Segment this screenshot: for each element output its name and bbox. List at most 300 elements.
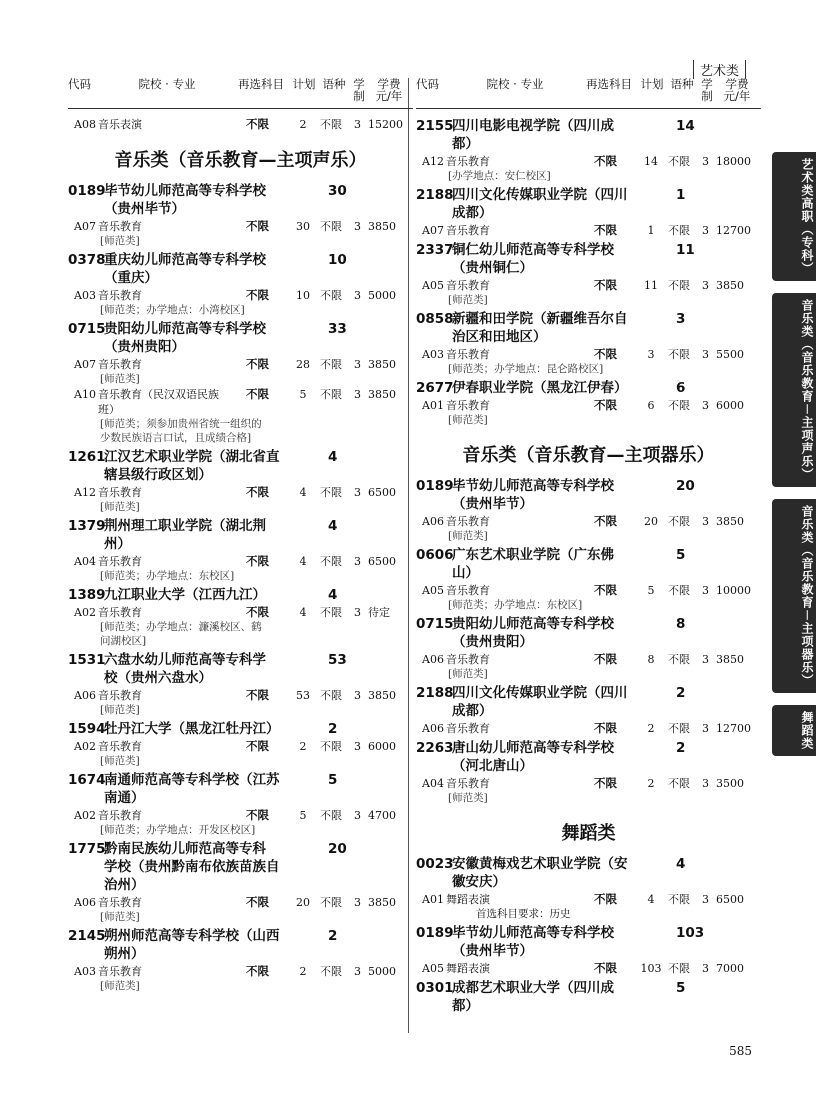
- school-header: [68, 771, 413, 807]
- major-note: [师范类]: [448, 294, 488, 306]
- plan-count: 5: [647, 584, 655, 597]
- subject-requirement: 不限: [594, 347, 617, 361]
- school-header: [68, 517, 413, 553]
- major-note: [师范类]: [100, 704, 140, 716]
- major-row: [416, 514, 761, 529]
- school-header: [68, 182, 413, 218]
- study-years: 3: [354, 358, 361, 371]
- study-years: 3: [702, 722, 709, 735]
- subject-requirement: 不限: [594, 154, 617, 168]
- subject-requirement: 不限: [594, 398, 617, 412]
- major-code: A07: [74, 220, 96, 233]
- major-code: A10: [74, 388, 96, 401]
- major-row: [416, 398, 761, 413]
- major-code: A06: [74, 896, 96, 909]
- subject-requirement: 不限: [246, 485, 269, 499]
- plan-count: 28: [296, 358, 310, 371]
- language: 不限: [668, 279, 690, 292]
- language: 不限: [320, 486, 342, 499]
- language: 不限: [668, 515, 690, 528]
- section-title: 音乐类（音乐教育—主项声乐）: [114, 150, 367, 171]
- study-years: 3: [702, 279, 709, 292]
- school-entry: [416, 310, 761, 376]
- major-code: A04: [422, 777, 444, 790]
- tuition-fee: 3850: [368, 220, 396, 233]
- table-header-right: [416, 78, 761, 109]
- school-header: [68, 586, 413, 604]
- school-code: 0606: [416, 547, 454, 563]
- major-row: [68, 964, 413, 979]
- school-name: 毕节幼儿师范高等专科学校 （贵州毕节）: [104, 183, 266, 217]
- study-years: 3: [702, 224, 709, 237]
- school-header: [416, 186, 761, 222]
- plan-count: 2: [299, 118, 307, 131]
- major-note: [师范类；办学地点：开发区校区]: [100, 824, 256, 836]
- header-code: 代码: [68, 77, 91, 91]
- major-name: 音乐教育: [98, 689, 142, 702]
- major-code: A07: [74, 358, 96, 371]
- school-name: 毕节幼儿师范高等专科学校 （贵州毕节）: [452, 925, 614, 959]
- study-years: 3: [354, 965, 361, 978]
- school-entry: [68, 927, 413, 993]
- plan-count: 8: [647, 653, 655, 666]
- tuition-fee: 4700: [368, 809, 396, 822]
- school-header: [416, 684, 761, 720]
- major-note: [师范类]: [100, 501, 140, 513]
- school-header: [68, 651, 413, 687]
- major-name: 音乐教育: [98, 896, 142, 909]
- school-entry: [416, 615, 761, 681]
- major-row: [68, 554, 413, 569]
- major-note: [师范类]: [448, 414, 488, 426]
- major-name: 舞蹈表演: [446, 962, 490, 975]
- language: 不限: [320, 388, 342, 401]
- school-plan-total: 5: [676, 980, 686, 996]
- header-subject: 再选科目: [586, 77, 632, 91]
- school-entry: [68, 448, 413, 514]
- major-name: 音乐教育: [98, 289, 142, 302]
- tuition-fee: 12700: [716, 224, 751, 237]
- school-name: 毕节幼儿师范高等专科学校 （贵州毕节）: [452, 478, 614, 512]
- major-note: [师范类；办学地点：濂溪校区、鹤 问湖校区]: [100, 621, 262, 647]
- plan-count: 20: [296, 896, 310, 909]
- language: 不限: [320, 896, 342, 909]
- school-code: 0189: [68, 183, 106, 199]
- plan-count: 2: [299, 965, 307, 978]
- school-entry: [68, 720, 413, 768]
- school-header: [416, 855, 761, 891]
- major-code: A06: [74, 689, 96, 702]
- school-plan-total: 3: [676, 311, 686, 327]
- subject-requirement: 不限: [246, 964, 269, 978]
- language: 不限: [668, 224, 690, 237]
- school-plan-total: 30: [328, 183, 347, 199]
- major-code: A06: [422, 515, 444, 528]
- school-header: [416, 739, 761, 775]
- major-name: 音乐教育: [98, 486, 142, 499]
- study-years: 3: [354, 740, 361, 753]
- subject-requirement: 不限: [594, 514, 617, 528]
- tuition-fee: 6000: [368, 740, 396, 753]
- subject-requirement: 不限: [594, 961, 617, 975]
- tuition-fee: 3850: [368, 896, 396, 909]
- major-name: 音乐教育: [98, 358, 142, 371]
- language: 不限: [320, 606, 342, 619]
- plan-count: 2: [647, 722, 655, 735]
- side-tab[interactable]: 音乐类（音乐教育－主项声乐）: [772, 293, 816, 487]
- school-plan-total: 8: [676, 616, 686, 632]
- school-plan-total: 4: [328, 587, 338, 603]
- school-plan-total: 10: [328, 252, 347, 268]
- school-plan-total: 2: [676, 685, 686, 701]
- school-name: 牡丹江大学（黑龙江牡丹江）: [104, 721, 280, 737]
- plan-count: 53: [296, 689, 310, 702]
- header-language: 语种: [670, 77, 694, 91]
- school-code: 1674: [68, 772, 106, 788]
- tuition-fee: 3500: [716, 777, 744, 790]
- school-name: 广东艺术职业学院（广东佛 山）: [452, 547, 614, 581]
- subject-requirement: 不限: [594, 223, 617, 237]
- major-code: A06: [422, 653, 444, 666]
- major-row: [416, 154, 761, 169]
- school-code: 0189: [416, 925, 454, 941]
- plan-count: 20: [644, 515, 658, 528]
- study-years: 3: [702, 348, 709, 361]
- school-plan-total: 1: [676, 187, 686, 203]
- school-header: [68, 320, 413, 356]
- study-years: 3: [354, 689, 361, 702]
- tuition-fee: 3850: [716, 515, 744, 528]
- school-name: 伊春职业学院（黑龙江伊春）: [452, 380, 628, 396]
- school-header: [416, 379, 761, 397]
- header-school-major: 院校 · 专业: [138, 77, 196, 91]
- major-code: A12: [74, 486, 96, 499]
- school-entry: [416, 684, 761, 736]
- major-code: A08: [74, 118, 96, 131]
- major-code: A03: [74, 289, 96, 302]
- school-entry: [416, 379, 761, 427]
- school-name: 安徽黄梅戏艺术职业学院（安 徽安庆）: [452, 856, 628, 890]
- plan-count: 10: [296, 289, 310, 302]
- section-title: 音乐类（音乐教育—主项器乐）: [462, 445, 715, 466]
- school-header: [68, 251, 413, 287]
- school-plan-total: 2: [328, 721, 338, 737]
- plan-count: 5: [299, 388, 307, 401]
- tuition-fee: 7000: [716, 962, 744, 975]
- school-code: 0715: [68, 321, 106, 337]
- language: 不限: [320, 809, 342, 822]
- major-row: [416, 583, 761, 598]
- major-name: 音乐教育: [446, 155, 490, 168]
- major-code: A02: [74, 606, 96, 619]
- school-name: 重庆幼儿师范高等专科学校 （重庆）: [104, 252, 266, 286]
- school-header: [68, 720, 413, 738]
- school-plan-total: 53: [328, 652, 347, 668]
- table-header-left: [68, 78, 413, 109]
- school-name: 江汉艺术职业学院（湖北省直 辖县级行政区划）: [104, 449, 280, 483]
- plan-count: 1: [647, 224, 655, 237]
- major-note: [师范类]: [448, 530, 488, 542]
- school-header: [68, 927, 413, 963]
- school-plan-total: 2: [676, 740, 686, 756]
- plan-count: 2: [647, 777, 655, 790]
- school-entry: [68, 517, 413, 583]
- page-category-tag: 艺术类: [693, 60, 746, 79]
- major-code: A05: [422, 962, 444, 975]
- plan-count: 14: [644, 155, 658, 168]
- school-entry: [68, 251, 413, 317]
- subject-requirement: 不限: [246, 117, 269, 131]
- tuition-fee: 3850: [716, 653, 744, 666]
- tuition-fee: 6500: [368, 486, 396, 499]
- school-name: 四川文化传媒职业学院（四川 成都）: [452, 187, 628, 221]
- plan-count: 5: [299, 809, 307, 822]
- major-note: [师范类；办学地点：小湾校区]: [100, 304, 245, 316]
- major-note: [师范类；须参加贵州省统一组织的 少数民族语言口试，且成绩合格]: [100, 418, 262, 444]
- tuition-fee: 6000: [716, 399, 744, 412]
- major-note: [师范类]: [448, 792, 488, 804]
- major-row: [416, 278, 761, 293]
- school-plan-total: 6: [676, 380, 686, 396]
- study-years: 3: [354, 896, 361, 909]
- school-name: 成都艺术职业大学（四川成 都）: [452, 980, 614, 1014]
- major-code: A04: [74, 555, 96, 568]
- subject-requirement: 不限: [594, 721, 617, 735]
- school-name: 六盘水幼儿师范高等专科学 校（贵州六盘水）: [104, 652, 266, 686]
- language: 不限: [320, 289, 342, 302]
- school-name: 朔州师范高等专科学校（山西 朔州）: [104, 928, 280, 962]
- school-code: 0378: [68, 252, 106, 268]
- major-code: A05: [422, 584, 444, 597]
- school-name: 贵阳幼儿师范高等专科学校 （贵州贵阳）: [104, 321, 266, 355]
- school-code: 0023: [416, 856, 454, 872]
- school-plan-total: 5: [676, 547, 686, 563]
- school-plan-total: 11: [676, 242, 695, 258]
- study-years: 3: [354, 220, 361, 233]
- school-name: 荆州理工职业学院（湖北荆 州）: [104, 518, 266, 552]
- header-fee: 学费 元/年: [375, 77, 403, 103]
- school-entry: [68, 586, 413, 648]
- subject-requirement: 不限: [246, 688, 269, 702]
- major-row: [68, 387, 413, 417]
- subject-requirement: 不限: [594, 776, 617, 790]
- school-header: [416, 979, 761, 1015]
- page-number: 585: [729, 1044, 752, 1058]
- tuition-fee: 15200: [368, 118, 403, 131]
- major-row: [68, 219, 413, 234]
- school-code: 2188: [416, 685, 454, 701]
- study-years: 3: [702, 777, 709, 790]
- major-row: [68, 739, 413, 754]
- major-code: A01: [422, 893, 444, 906]
- major-note: [师范类；办学地点：东校区]: [448, 599, 583, 611]
- plan-count: 30: [296, 220, 310, 233]
- school-entry: [416, 979, 761, 1015]
- school-code: 2263: [416, 740, 454, 756]
- side-tab[interactable]: 艺术类高职（专科）: [772, 152, 816, 281]
- plan-count: 4: [299, 486, 307, 499]
- school-code: 0189: [416, 478, 454, 494]
- school-plan-total: 4: [676, 856, 686, 872]
- major-row: [68, 605, 413, 620]
- school-header: [68, 448, 413, 484]
- school-entry: [416, 186, 761, 238]
- study-years: 3: [354, 809, 361, 822]
- tuition-fee: 10000: [716, 584, 751, 597]
- header-years: 学 制: [353, 77, 365, 103]
- study-years: 3: [702, 515, 709, 528]
- major-row: [68, 688, 413, 703]
- school-plan-total: 14: [676, 118, 695, 134]
- school-header: [416, 546, 761, 582]
- school-name: 黔南民族幼儿师范高等专科 学校（贵州黔南布依族苗族自 治州）: [104, 841, 280, 893]
- major-name: 音乐教育: [446, 777, 490, 790]
- study-years: 3: [702, 962, 709, 975]
- major-name: 音乐教育（民汉双语民族 班）: [98, 388, 219, 416]
- subject-requirement: 不限: [246, 605, 269, 619]
- major-code: A02: [74, 809, 96, 822]
- school-plan-total: 2: [328, 928, 338, 944]
- major-note: [办学地点：安仁校区]: [448, 170, 551, 182]
- study-years: 3: [354, 388, 361, 401]
- major-code: A12: [422, 155, 444, 168]
- tuition-fee: 5000: [368, 289, 396, 302]
- school-entry: [68, 840, 413, 924]
- major-name: 音乐教育: [98, 809, 142, 822]
- major-code: A02: [74, 740, 96, 753]
- plan-count: 2: [299, 740, 307, 753]
- subject-requirement: 不限: [594, 583, 617, 597]
- school-name: 四川文化传媒职业学院（四川 成都）: [452, 685, 628, 719]
- major-note: [师范类]: [100, 911, 140, 923]
- major-name: 音乐教育: [446, 722, 490, 735]
- major-row: [68, 808, 413, 823]
- language: 不限: [320, 555, 342, 568]
- right-column: [416, 78, 761, 1015]
- plan-count: 103: [640, 962, 662, 975]
- school-code: 2155: [416, 118, 454, 134]
- major-row: [416, 223, 761, 238]
- major-code: A06: [422, 722, 444, 735]
- language: 不限: [668, 777, 690, 790]
- subject-requirement: 不限: [246, 219, 269, 233]
- school-header: [416, 924, 761, 960]
- tuition-fee: 待定: [368, 606, 390, 619]
- left-column: [68, 78, 413, 993]
- major-name: 音乐教育: [98, 220, 142, 233]
- school-code: 2188: [416, 187, 454, 203]
- school-plan-total: 33: [328, 321, 347, 337]
- subject-requirement-note: 首选科目要求：历史: [476, 908, 571, 920]
- subject-requirement: 不限: [246, 895, 269, 909]
- major-name: 音乐教育: [446, 653, 490, 666]
- subject-requirement: 不限: [246, 739, 269, 753]
- major-row: [68, 895, 413, 910]
- major-name: 音乐教育: [98, 555, 142, 568]
- tuition-fee: 3850: [368, 388, 396, 401]
- major-code: A03: [74, 965, 96, 978]
- major-code: A03: [422, 348, 444, 361]
- major-name: 音乐教育: [446, 279, 490, 292]
- language: 不限: [668, 155, 690, 168]
- school-entry: [416, 241, 761, 307]
- plan-count: 6: [647, 399, 655, 412]
- subject-requirement: 不限: [246, 357, 269, 371]
- major-name: 音乐教育: [446, 224, 490, 237]
- language: 不限: [668, 893, 690, 906]
- school-header: [416, 477, 761, 513]
- study-years: 3: [354, 118, 361, 131]
- language: 不限: [668, 653, 690, 666]
- major-row: [416, 721, 761, 736]
- school-code: 1389: [68, 587, 106, 603]
- subject-requirement: 不限: [246, 554, 269, 568]
- plan-count: 3: [647, 348, 655, 361]
- tuition-fee: 18000: [716, 155, 751, 168]
- study-years: 3: [702, 893, 709, 906]
- header-subject: 再选科目: [238, 77, 284, 91]
- subject-requirement: 不限: [594, 278, 617, 292]
- school-header: [416, 117, 761, 153]
- school-code: 2677: [416, 380, 454, 396]
- school-entry: [416, 739, 761, 805]
- major-row: [68, 485, 413, 500]
- language: 不限: [668, 722, 690, 735]
- school-name: 铜仁幼儿师范高等专科学校 （贵州铜仁）: [452, 242, 614, 276]
- school-plan-total: 103: [676, 925, 705, 941]
- header-code: 代码: [416, 77, 439, 91]
- plan-count: 11: [644, 279, 658, 292]
- language: 不限: [668, 962, 690, 975]
- language: 不限: [320, 220, 342, 233]
- major-name: 舞蹈表演: [446, 893, 490, 906]
- tuition-fee: 3850: [716, 279, 744, 292]
- major-name: 音乐教育: [446, 584, 490, 597]
- subject-requirement: 不限: [246, 288, 269, 302]
- major-row: [416, 961, 761, 976]
- side-tab[interactable]: 舞蹈类: [772, 705, 816, 756]
- major-note: [师范类]: [448, 668, 488, 680]
- school-header: [416, 241, 761, 277]
- school-name: 四川电影电视学院（四川成 都）: [452, 118, 614, 152]
- school-plan-total: 5: [328, 772, 338, 788]
- major-row: [416, 652, 761, 667]
- school-code: 2337: [416, 242, 454, 258]
- school-header: [416, 615, 761, 651]
- school-code: 1594: [68, 721, 106, 737]
- major-note: [师范类]: [100, 373, 140, 385]
- school-entry: [68, 182, 413, 248]
- subject-requirement: 不限: [246, 387, 269, 401]
- major-note: [师范类]: [100, 980, 140, 992]
- side-tab[interactable]: 音乐类（音乐教育－主项器乐）: [772, 499, 816, 693]
- school-entry: [416, 924, 761, 976]
- school-plan-total: 20: [328, 841, 347, 857]
- major-name: 音乐教育: [98, 606, 142, 619]
- major-row: [416, 892, 761, 907]
- study-years: 3: [702, 155, 709, 168]
- tuition-fee: 5500: [716, 348, 744, 361]
- major-code: A01: [422, 399, 444, 412]
- study-years: 3: [354, 289, 361, 302]
- language: 不限: [320, 740, 342, 753]
- school-code: 1775: [68, 841, 106, 857]
- major-name: 音乐教育: [98, 965, 142, 978]
- plan-count: 4: [299, 606, 307, 619]
- language: 不限: [320, 118, 342, 131]
- study-years: 3: [354, 606, 361, 619]
- language: 不限: [668, 348, 690, 361]
